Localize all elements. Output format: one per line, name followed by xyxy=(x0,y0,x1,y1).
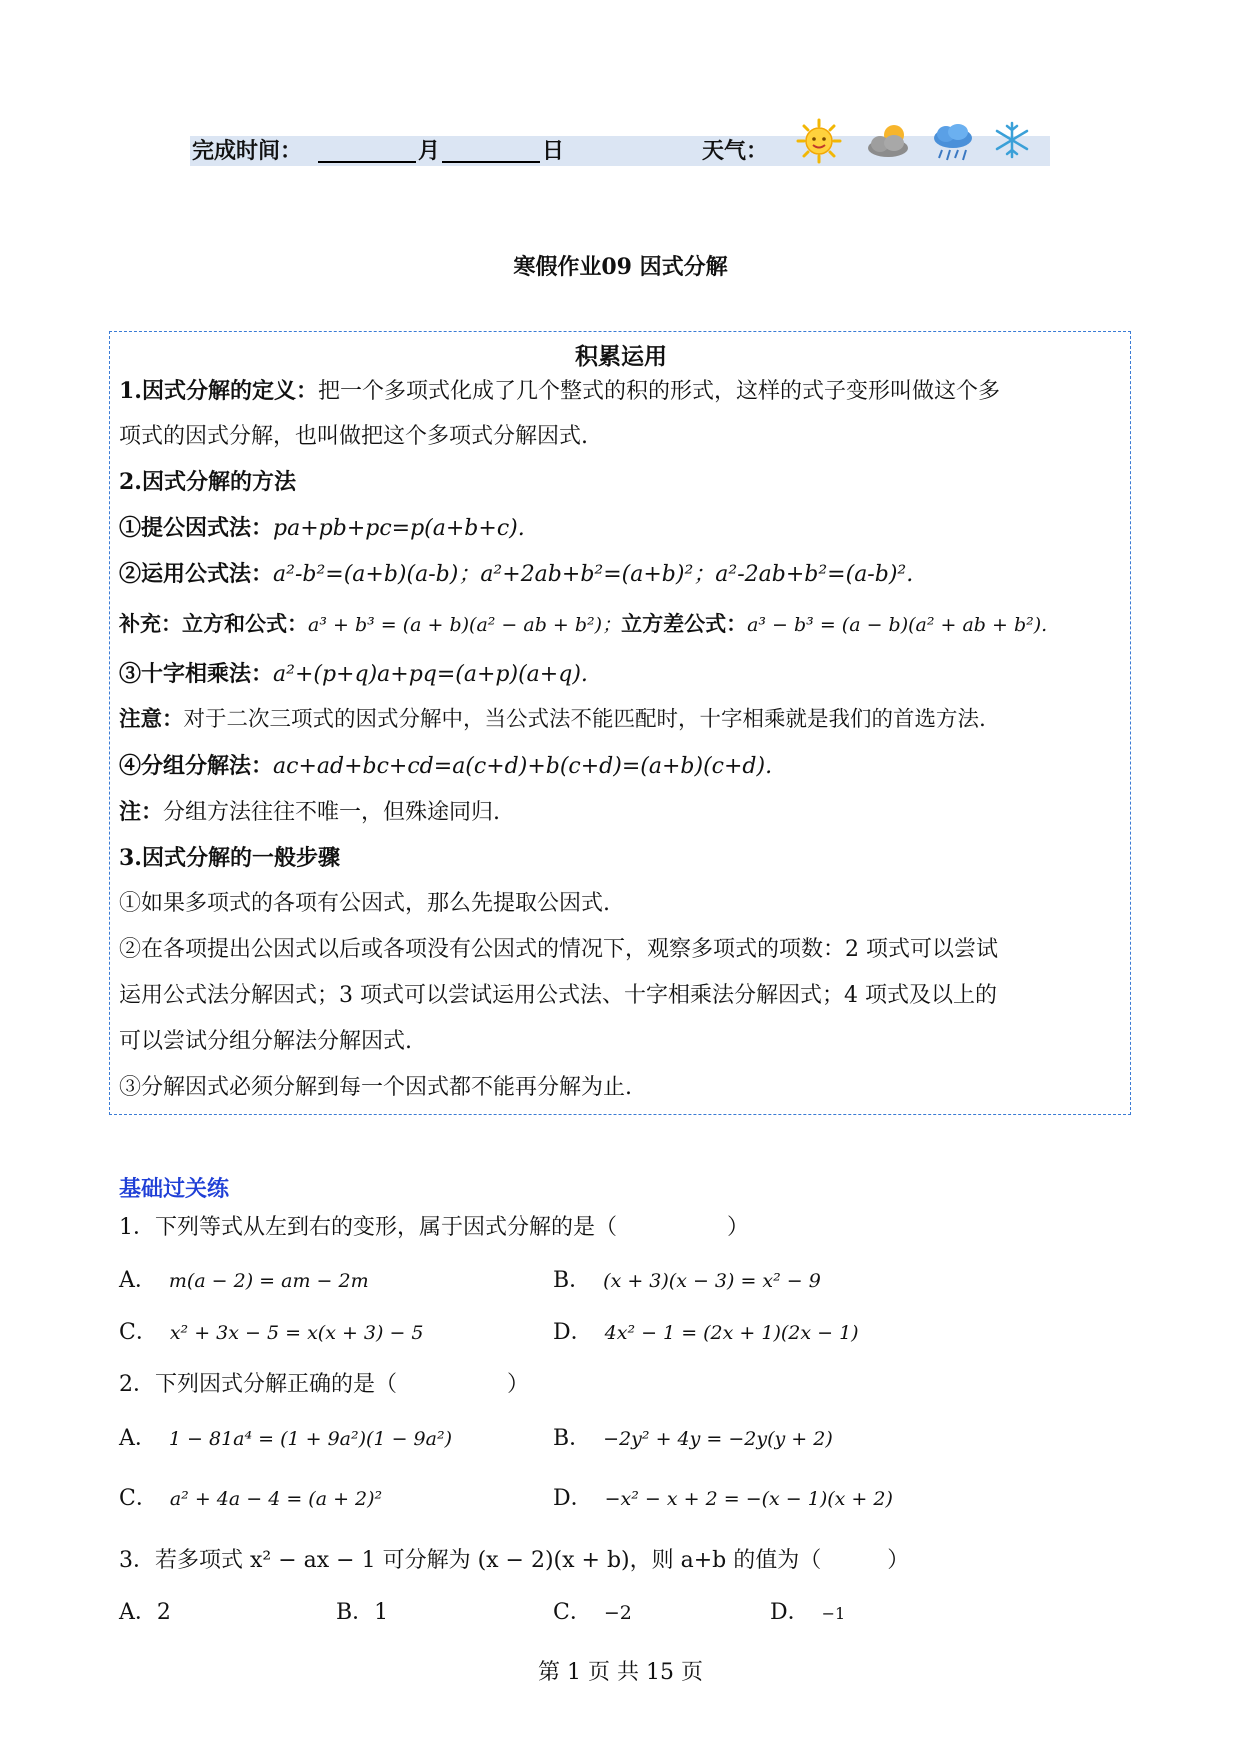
day-label: 日 xyxy=(542,138,565,164)
rain-icon[interactable] xyxy=(930,120,976,166)
box-line: ④分组分解法：ac+ad+bc+cd=a(c+d)+b(c+d)=(a+b)(c+d). xyxy=(119,753,773,779)
question-2-option-a[interactable]: A． 1 − 81a⁴ = (1 + 9a²)(1 − 9a²) xyxy=(119,1426,452,1451)
weather-label: 天气： xyxy=(702,138,769,164)
question-2-option-b[interactable]: B． −2y² + 4y = −2y(y + 2) xyxy=(553,1426,833,1451)
question-1-option-a[interactable]: A． m(a − 2) = am − 2m xyxy=(119,1268,369,1293)
question-1-option-b[interactable]: B． (x + 3)(x − 3) = x² − 9 xyxy=(553,1268,821,1293)
question-3-option-a[interactable]: A．2 xyxy=(119,1600,171,1625)
box-line: ②运用公式法：a²-b²=(a+b)(a-b)；a²+2ab+b²=(a+b)²；a²-2ab+b²=(a-b)². xyxy=(119,561,914,587)
box-line: 可以尝试分组分解法分解因式. xyxy=(119,1029,412,1054)
question-2-stem: 2．下列因式分解正确的是（ ） xyxy=(119,1372,529,1397)
box-line: ①提公因式法：pa+pb+pc=p(a+b+c). xyxy=(119,515,525,541)
box-line: 补充：立方和公式：a³ + b³ = (a + b)(a² − ab + b²)；立方差公式：a³ − b³ = (a − b)(a² + ab + b²). xyxy=(119,611,1048,636)
box-line: 1.因式分解的定义：把一个多项式化成了几个整式的积的形式，这样的式子变形叫做这个多 xyxy=(119,378,1000,404)
section-title: 基础过关练 xyxy=(119,1176,230,1202)
knowledge-box xyxy=(109,331,1131,1115)
box-line: 运用公式法分解因式；3 项式可以尝试运用公式法、十字相乘法分解因式；4 项式及以上的 xyxy=(119,983,997,1008)
question-3-option-d[interactable]: D． −1 xyxy=(770,1600,846,1625)
question-3-stem: 3．若多项式 x² − ax − 1 可分解为 (x − 2)(x + b)，则 a+b 的值为（ ） xyxy=(119,1548,910,1573)
box-line: 2.因式分解的方法 xyxy=(119,469,296,495)
question-1-option-c[interactable]: C． x² + 3x − 5 = x(x + 3) − 5 xyxy=(119,1320,424,1345)
box-line: 注：分组方法往往不唯一，但殊途同归. xyxy=(119,799,501,825)
box-line: 项式的因式分解，也叫做把这个多项式分解因式. xyxy=(119,424,588,449)
box-line: ①如果多项式的各项有公因式，那么先提取公因式. xyxy=(119,891,610,916)
question-3-option-b[interactable]: B．1 xyxy=(336,1600,389,1625)
month-blank[interactable] xyxy=(318,161,416,163)
box-line: 3.因式分解的一般步骤 xyxy=(119,845,340,871)
question-1-stem: 1．下列等式从左到右的变形，属于因式分解的是（ ） xyxy=(119,1215,749,1240)
page-footer: 第 1 页 共 15 页 xyxy=(538,1660,703,1685)
day-blank[interactable] xyxy=(442,161,540,163)
question-2-option-c[interactable]: C． a² + 4a − 4 = (a + 2)² xyxy=(119,1486,383,1511)
snow-icon[interactable] xyxy=(992,120,1032,160)
box-line: ③十字相乘法：a²+(p+q)a+pq=(a+p)(a+q). xyxy=(119,661,588,687)
box-line: 注意：对于二次三项式的因式分解中，当公式法不能匹配时，十字相乘就是我们的首选方法. xyxy=(119,707,986,732)
partly-cloudy-icon[interactable] xyxy=(864,120,914,164)
question-1-option-d[interactable]: D． 4x² − 1 = (2x + 1)(2x − 1) xyxy=(553,1320,859,1345)
box-title: 积累运用 xyxy=(575,343,667,370)
page-title: 寒假作业09 因式分解 xyxy=(513,254,728,280)
sun-icon[interactable] xyxy=(796,118,842,164)
completion-time-label: 完成时间： xyxy=(192,138,303,164)
month-label: 月 xyxy=(418,138,441,164)
box-line: ②在各项提出公因式以后或各项没有公因式的情况下，观察多项式的项数：2 项式可以尝试 xyxy=(119,937,998,962)
question-3-option-c[interactable]: C． −2 xyxy=(553,1600,632,1625)
question-2-option-d[interactable]: D． −x² − x + 2 = −(x − 1)(x + 2) xyxy=(553,1486,893,1511)
box-line: ③分解因式必须分解到每一个因式都不能再分解为止. xyxy=(119,1075,632,1100)
